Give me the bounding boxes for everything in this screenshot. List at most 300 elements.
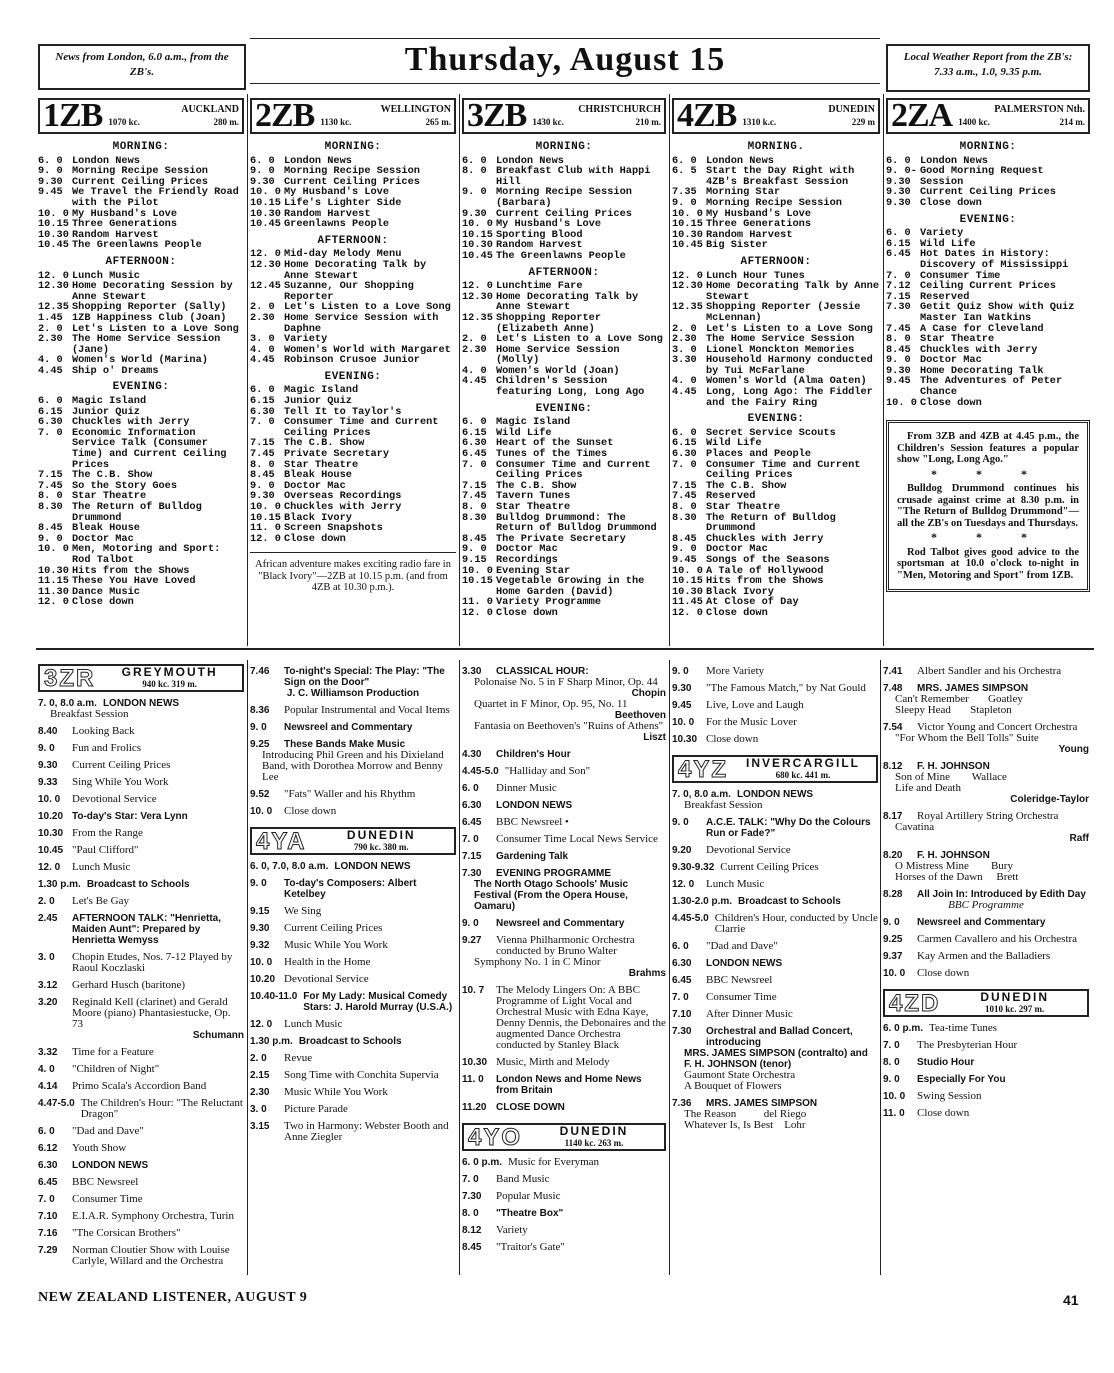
separator-stars: * * *	[931, 530, 1045, 545]
programme-time: 9.33	[38, 777, 58, 788]
programme-time: 8.45	[886, 343, 911, 356]
programme-title: Close down	[920, 196, 982, 209]
session-heading: MORNING.	[747, 141, 805, 153]
programme-item	[462, 345, 666, 366]
programme-item	[672, 845, 878, 856]
programme-time: 7.30	[462, 868, 482, 879]
programme-item	[462, 1074, 666, 1096]
programme-title: Evening Star	[496, 564, 571, 577]
highlight-paragraph: Bulldog Drummond continues his crusade against crime at 8.30 p.m. in "The Return of Bulldog Drummond"—all the ZB's on Tuesdays and Thursdays.	[897, 483, 1079, 529]
station-city: DUNEDIN	[559, 1124, 629, 1138]
programme-title: Close down	[917, 1107, 970, 1119]
programme-title: Chuckles with Jerry	[706, 532, 824, 545]
programme-time: 8.28	[883, 889, 903, 900]
page-title: Thursday, August 15	[250, 38, 880, 84]
programme-item	[462, 460, 666, 481]
programme-time: 9. 0	[38, 532, 63, 545]
programme-title: Children's Session featuring Long, Long Ago	[496, 375, 645, 399]
programme-title: Economic Information Service Talk (Consumer Time) and Current Ceiling Prices	[72, 426, 233, 471]
programme-item	[462, 417, 666, 428]
programme-item	[462, 513, 666, 534]
station-city-block	[946, 991, 1083, 1015]
programme-time: 3. 0	[250, 333, 275, 346]
programme-item	[883, 1023, 1089, 1034]
programme-title: Revue	[284, 1052, 313, 1064]
programme-item	[250, 260, 456, 281]
programme-time: 6.15	[672, 437, 697, 450]
programme-item	[38, 1194, 244, 1205]
programme-time: 10. 7	[462, 985, 485, 996]
programme-item	[38, 187, 244, 208]
station-city-block	[742, 104, 875, 128]
programme-time: 7. 0	[886, 269, 911, 282]
station-wavelength: 210 m.	[635, 117, 661, 127]
programme-item	[250, 666, 456, 688]
programme-item	[250, 460, 456, 471]
programme-title: O Mistress Mine Bury	[895, 860, 1013, 872]
programme-item	[672, 817, 878, 839]
programme-title: Variety	[496, 1224, 528, 1236]
programme-title: Greenlawns People	[284, 218, 390, 231]
programme-title: Household Harmony conducted by Tui McFarlane	[706, 354, 880, 377]
programme-item	[250, 313, 456, 334]
programme-title: London News	[496, 154, 564, 167]
programme-time: 8. 0	[886, 333, 911, 346]
station-frequency: 1140 kc. 263 m.	[564, 1138, 624, 1148]
programme-time: 7.10	[672, 1009, 692, 1020]
programme-time: 8. 0	[250, 458, 275, 471]
session-heading: MORNING:	[959, 141, 1017, 153]
column-rule	[247, 94, 248, 646]
news-from-london-box	[38, 44, 246, 90]
programme-item	[672, 230, 880, 241]
programme-time: 10.30	[462, 1057, 488, 1068]
programme-item	[883, 1057, 1089, 1068]
programme-time: 6.15	[38, 405, 63, 418]
programme-item	[883, 1074, 1089, 1085]
programme-time: 6.45	[672, 975, 692, 986]
programme-time: 6.30	[38, 416, 63, 429]
programme-item	[38, 597, 244, 608]
programme-title: The C.B. Show	[284, 437, 365, 450]
station-banner	[672, 98, 880, 134]
programme-time: 3. 0	[672, 343, 697, 356]
programme-time: 7. 0	[462, 458, 487, 471]
programme-title: Quartet in F Minor, Op. 95, No. 11	[474, 698, 628, 710]
programme-item	[462, 1208, 666, 1219]
programme-title: Star Theatre	[72, 490, 147, 503]
programme-time: 10. 0	[462, 218, 493, 231]
programme-title: LONDON NEWS	[706, 958, 783, 969]
programme-time: 12.35	[672, 301, 703, 314]
programme-time: 6.30	[462, 800, 482, 811]
programme-title: Consumer Time Local News Service	[496, 833, 658, 845]
programme-item	[883, 1108, 1089, 1119]
programme-title: Doctor Mac	[706, 543, 768, 556]
programme-title: LONDON NEWS	[496, 800, 573, 811]
programme-item	[883, 872, 1089, 883]
programme-title: Three Generations	[72, 218, 178, 231]
programme-time: 9. 0	[250, 479, 275, 492]
programme-item	[250, 385, 456, 396]
programme-title: For My Lady: Musical Comedy Stars: J. Harold Murray (U.S.A.)	[303, 991, 453, 1013]
programme-time: 9.30	[886, 186, 911, 199]
programme-time: 9. 0	[250, 878, 267, 889]
station-banner	[250, 98, 456, 134]
programme-title: Women's World (Alma Oaten)	[706, 375, 867, 388]
programme-item	[672, 975, 878, 986]
programme-time: 9.30	[250, 175, 275, 188]
session-heading: AFTERNOON:	[317, 234, 389, 247]
programme-title: Popular Instrumental and Vocal Items	[284, 704, 450, 716]
programme-title: Doctor Mac	[496, 543, 558, 556]
programme-item	[886, 228, 1090, 239]
programme-title: Screen Snapshots	[284, 522, 383, 535]
programme-time: 6.30	[672, 448, 697, 461]
programme-title: BBC Newsreel	[706, 974, 773, 986]
programme-time: 4.30	[462, 749, 482, 760]
programme-time: 7.10	[38, 1211, 58, 1222]
programme-time: 9.30	[886, 196, 911, 209]
programme-time: 8.12	[883, 761, 903, 772]
programme-title: "Paul Clifford"	[72, 844, 139, 856]
programme-title: Home Decorating Talk	[920, 364, 1044, 377]
programme-title: A Bouquet of Flowers	[684, 1080, 782, 1092]
programme-item	[462, 957, 666, 968]
programme-time: 10. 0	[38, 543, 69, 556]
programme-title: Star Theatre	[920, 333, 995, 346]
composer-credit: Beethoven	[614, 710, 666, 721]
programme-title: All Join In: Introduced by Edith Day	[917, 889, 1086, 900]
programme-time: 2.30	[462, 343, 487, 356]
programme-item	[250, 534, 456, 545]
programme-title: Good Morning Request Session	[920, 165, 1050, 188]
station-call-sign: 4ZB	[677, 97, 737, 134]
column-rule	[880, 660, 881, 1275]
programme-title: Robinson Crusoe Junior	[284, 354, 420, 367]
programme-item	[672, 862, 878, 873]
programme-time: 3.32	[38, 1047, 58, 1058]
programme-time: 12.45	[250, 280, 281, 293]
programme-time: 12.30	[462, 290, 493, 303]
programme-item	[883, 666, 1089, 677]
programme-title: Random Harvest	[284, 207, 371, 220]
programme-item	[38, 240, 244, 251]
programme-title: Women's World with Margaret	[284, 343, 451, 356]
programme-title: Places and People	[706, 448, 812, 461]
programme-title: Tell It to Taylor's	[284, 405, 402, 418]
programme-title: Son of Mine Wallace	[895, 771, 1007, 783]
programme-time: 10.20	[38, 811, 64, 822]
programme-title: Home Service Session with Daphne	[284, 311, 445, 335]
composer-credit: Schumann	[192, 1030, 244, 1041]
programme-title: London News and Home News from Britain	[496, 1074, 645, 1096]
programme-title: Dance Music	[72, 585, 140, 598]
programme-time: 3.15	[250, 1121, 270, 1132]
programme-item	[250, 923, 456, 934]
programme-item	[672, 666, 878, 677]
programme-time: 7.45	[462, 490, 487, 503]
column-rule	[459, 94, 460, 646]
programme-time: 2.30	[672, 333, 697, 346]
programme-time: 4.47-5.0	[38, 1098, 75, 1109]
programme-item	[38, 845, 244, 856]
programme-title: Long, Long Ago: The Fiddler and the Fairy Ring	[706, 386, 880, 409]
programme-time: 9.30	[250, 490, 275, 503]
programme-title: Lunchtime Fare	[496, 280, 583, 293]
programme-item	[38, 366, 244, 377]
programme-time: 7.15	[886, 290, 911, 303]
station-city: PALMERSTON Nth.	[994, 104, 1085, 115]
programme-time: 6. 0	[462, 416, 487, 429]
programme-title: Close down	[706, 733, 759, 745]
programme-title: Symphony No. 1 in C Minor	[474, 956, 601, 968]
programme-item	[462, 879, 666, 912]
programme-time: 12. 0	[250, 248, 281, 261]
programme-title: "The Famous Match," by Nat Gould	[706, 682, 866, 694]
programme-item	[672, 992, 878, 1003]
programme-time: 3.30	[462, 666, 482, 677]
programme-title: The Presbyterian Hour	[917, 1039, 1018, 1051]
programme-time: 7.36	[672, 1098, 692, 1109]
programme-item	[886, 376, 1090, 397]
programme-item	[462, 851, 666, 862]
composer-credit: Liszt	[643, 732, 666, 743]
programme-title: Sing While You Work	[72, 776, 169, 788]
programme-item	[672, 700, 878, 711]
programme-time: 8.36	[250, 705, 270, 716]
programme-time: 10.45	[250, 218, 281, 231]
programme-time: 7. 0, 8.0 a.m.	[38, 698, 97, 709]
programme-title: LONDON NEWS	[102, 698, 180, 709]
programme-item	[462, 1225, 666, 1236]
composer-credit: Coleridge-Taylor	[1010, 794, 1089, 805]
programme-title: Wild Life	[496, 426, 552, 439]
programme-time: 10.15	[250, 511, 281, 524]
programme-title: Close down	[72, 596, 134, 609]
programme-time: 4. 0	[250, 343, 275, 356]
programme-time: 6.30	[38, 1160, 58, 1171]
programme-item	[38, 428, 244, 470]
separator-stars: * * *	[931, 466, 1045, 481]
programme-title: The Melody Lingers On: A BBC Programme of Light Vocal and Orchestral Music with Edna Kaye, Denny Dennis, the Debonaires and the augmented Dance Orchestra conducted by Stanley Black	[496, 984, 669, 1051]
programme-title: Random Harvest	[706, 228, 793, 241]
programme-time: 7.30	[462, 1191, 482, 1202]
station-wavelength: 280 m.	[213, 117, 239, 127]
programme-title: AFTERNOON TALK: "Henrietta, Maiden Aunt": Prepared by Henrietta Wemyss	[72, 913, 224, 946]
programme-title: Chuckles with Jerry	[920, 343, 1038, 356]
programme-time: 10. 0	[672, 207, 703, 220]
programme-time: 9.25	[883, 934, 903, 945]
programme-time: 6. 0	[462, 154, 487, 167]
programme-title: Let's Listen to a Love Song	[496, 333, 663, 346]
programme-title: Getit Quiz Show with Quiz Master Ian Watkins	[920, 301, 1081, 324]
programme-title: Current Ceiling Prices	[72, 175, 208, 188]
programme-item	[38, 1143, 244, 1154]
station-call-sign: 2ZB	[255, 97, 315, 134]
feature-note: African adventure makes exciting radio fare in "Black Ivory"—2ZB at 10.15 p.m. (and from 4ZB at 10.30 p.m.).	[250, 552, 456, 594]
programme-time: 2.30	[250, 1087, 270, 1098]
programme-title: Random Harvest	[72, 228, 159, 241]
station-frequency: 1400 kc.	[958, 117, 990, 127]
programme-item	[672, 941, 878, 952]
programme-time: 2. 0	[672, 322, 697, 335]
programme-title: To-day's Composers: Albert Ketelbey	[284, 878, 420, 900]
programme-item	[886, 398, 1090, 409]
programme-title: For the Music Lover	[706, 716, 797, 728]
programme-title: Men, Motoring and Sport: Rod Talbot	[72, 543, 227, 566]
programme-item	[886, 345, 1090, 356]
programme-time: 7.29	[38, 1245, 58, 1256]
programme-time: 7. 0	[672, 458, 697, 471]
spacer	[250, 817, 456, 823]
programme-time: 6.30	[250, 405, 275, 418]
programme-item	[462, 534, 666, 545]
programme-item	[38, 743, 244, 754]
programme-time: 1.45	[38, 311, 63, 324]
programme-title: London News	[706, 154, 774, 167]
programme-time: 7.46	[250, 666, 270, 677]
programme-title: Broadcast to Schools	[298, 1036, 402, 1047]
programme-title: Home Decorating Session by Anne Stewart	[72, 280, 239, 303]
programme-title: Shopping Reporter (Sally)	[72, 301, 227, 314]
programme-title: Current Ceiling Prices	[284, 922, 383, 934]
programme-item	[250, 789, 456, 800]
programme-item	[38, 502, 244, 523]
programme-time: 12. 0	[38, 269, 69, 282]
programme-item	[250, 861, 456, 872]
programme-time: 4. 0	[38, 354, 63, 367]
programme-item	[672, 734, 878, 745]
programme-time: 6. 0	[38, 1126, 55, 1137]
programme-item	[38, 896, 244, 907]
programme-title: Reserved	[706, 490, 756, 503]
programme-title: Consumer Time	[72, 1193, 143, 1205]
station-wavelength: 265 m.	[425, 117, 451, 127]
programme-time: 2.30	[250, 311, 275, 324]
station-call-sign: 4YZ	[678, 755, 729, 783]
programme-title: Hot Dates in History: Discovery of Mississippi	[920, 248, 1069, 271]
programme-time: 10. 0	[250, 957, 273, 968]
programme-time: 7. 0	[462, 834, 479, 845]
programme-time: 10. 0	[886, 396, 917, 409]
programme-item	[672, 166, 880, 187]
programme-item	[883, 783, 1089, 794]
programme-item	[250, 722, 456, 733]
programme-title: Close down	[284, 805, 337, 817]
programme-time: 10.30	[672, 228, 703, 241]
programme-time: 10. 0	[250, 806, 273, 817]
programme-item	[250, 1070, 456, 1081]
programme-title: "The Corsican Brothers"	[72, 1227, 181, 1239]
programme-time: 8.45	[250, 469, 275, 482]
programme-time: 6. 5	[672, 165, 697, 178]
programme-time: 2.45	[38, 913, 58, 924]
station-column-1zb	[38, 94, 244, 608]
programme-time: 8.30	[462, 511, 487, 524]
programme-title: "Traitor's Gate"	[496, 1241, 565, 1253]
programme-item	[250, 219, 456, 230]
programme-time: 7.48	[883, 683, 903, 694]
programme-title: Junior Quiz	[284, 395, 352, 408]
programme-title: Current Ceiling Prices	[72, 759, 171, 771]
programme-item	[38, 726, 244, 737]
programme-title: Consumer Time and Current Ceiling Prices	[706, 458, 867, 482]
programme-title: Current Ceiling Prices	[720, 861, 819, 873]
programme-item	[38, 1211, 244, 1222]
programme-title: Home Decorating Talk by Anne Stewart	[496, 290, 645, 314]
composer-credit: Raff	[1069, 833, 1089, 844]
programme-title: The Adventures of Peter Chance	[920, 375, 1069, 399]
programme-title: The Return of Bulldog Drummond	[72, 501, 208, 524]
programme-title: "Children of Night"	[72, 1063, 160, 1075]
station-city: DUNEDIN	[828, 104, 875, 115]
programme-title: Lunch Music	[72, 861, 131, 873]
programme-title: Magic Island	[284, 384, 359, 397]
programme-title: The C.B. Show	[496, 479, 577, 492]
programme-title: Morning Star	[706, 186, 781, 199]
programme-title: MRS. JAMES SIMPSON	[706, 1098, 818, 1109]
programme-time: 10. 0	[250, 186, 281, 199]
station-city: DUNEDIN	[980, 990, 1049, 1004]
programme-title: Kay Armen and the Balladiers	[917, 950, 1051, 962]
publication-footer: NEW ZEALAND LISTENER, AUGUST 9	[38, 1290, 308, 1305]
programme-item	[38, 396, 244, 407]
programme-time: 7. 0	[883, 1040, 900, 1051]
programme-item	[250, 1087, 456, 1098]
programme-item	[38, 794, 244, 805]
programme-title: Sporting Blood	[496, 228, 583, 241]
programme-title: Bleak House	[72, 522, 140, 535]
programme-item	[462, 1191, 666, 1202]
programme-title: "Halliday and Son"	[504, 765, 591, 777]
programme-item	[462, 783, 666, 794]
programme-time: 7. 0	[672, 992, 689, 1003]
programme-time: 9. 0	[672, 196, 697, 209]
programme-time: 2.15	[250, 1070, 270, 1081]
programme-item	[38, 1098, 244, 1120]
station-frequency: 680 kc. 441 m.	[775, 770, 831, 780]
programme-time: 9. 0	[38, 165, 63, 178]
programme-title: Women's World (Joan)	[496, 364, 620, 377]
programme-time: 9. 0	[462, 918, 479, 929]
programme-title: "For Whom the Bell Tolls" Suite	[895, 732, 1039, 744]
programme-time: 7. 0, 8.0 a.m.	[672, 789, 731, 800]
programme-title: Current Ceiling Prices	[496, 207, 632, 220]
programme-title: My Husband's Love	[706, 207, 812, 220]
programme-item	[38, 952, 244, 974]
programme-item	[462, 800, 666, 811]
programme-title: Breakfast Club with Happi Hill	[496, 165, 657, 188]
programme-item	[462, 749, 666, 760]
programme-time: 10.45	[38, 239, 69, 252]
programme-item	[462, 251, 666, 262]
programme-item	[672, 302, 880, 323]
programme-title: Start the Day Right with 4ZB's Breakfast Session	[706, 165, 861, 188]
programme-title: Sleepy Head Stapleton	[895, 704, 1012, 716]
programme-time: 8.45	[462, 532, 487, 545]
programme-title: Gardening Talk	[496, 851, 569, 862]
programme-title: F. H. JOHNSON	[917, 761, 990, 772]
programme-time: 9. 0	[462, 543, 487, 556]
station-call-sign: 1ZB	[43, 97, 103, 134]
programme-item	[883, 733, 1089, 744]
programme-time: 10. 0	[883, 968, 906, 979]
programme-time: 6. 0	[672, 154, 697, 167]
programme-time: 8.12	[462, 1225, 482, 1236]
programme-time: 8.30	[672, 511, 697, 524]
spacer	[883, 979, 1089, 985]
